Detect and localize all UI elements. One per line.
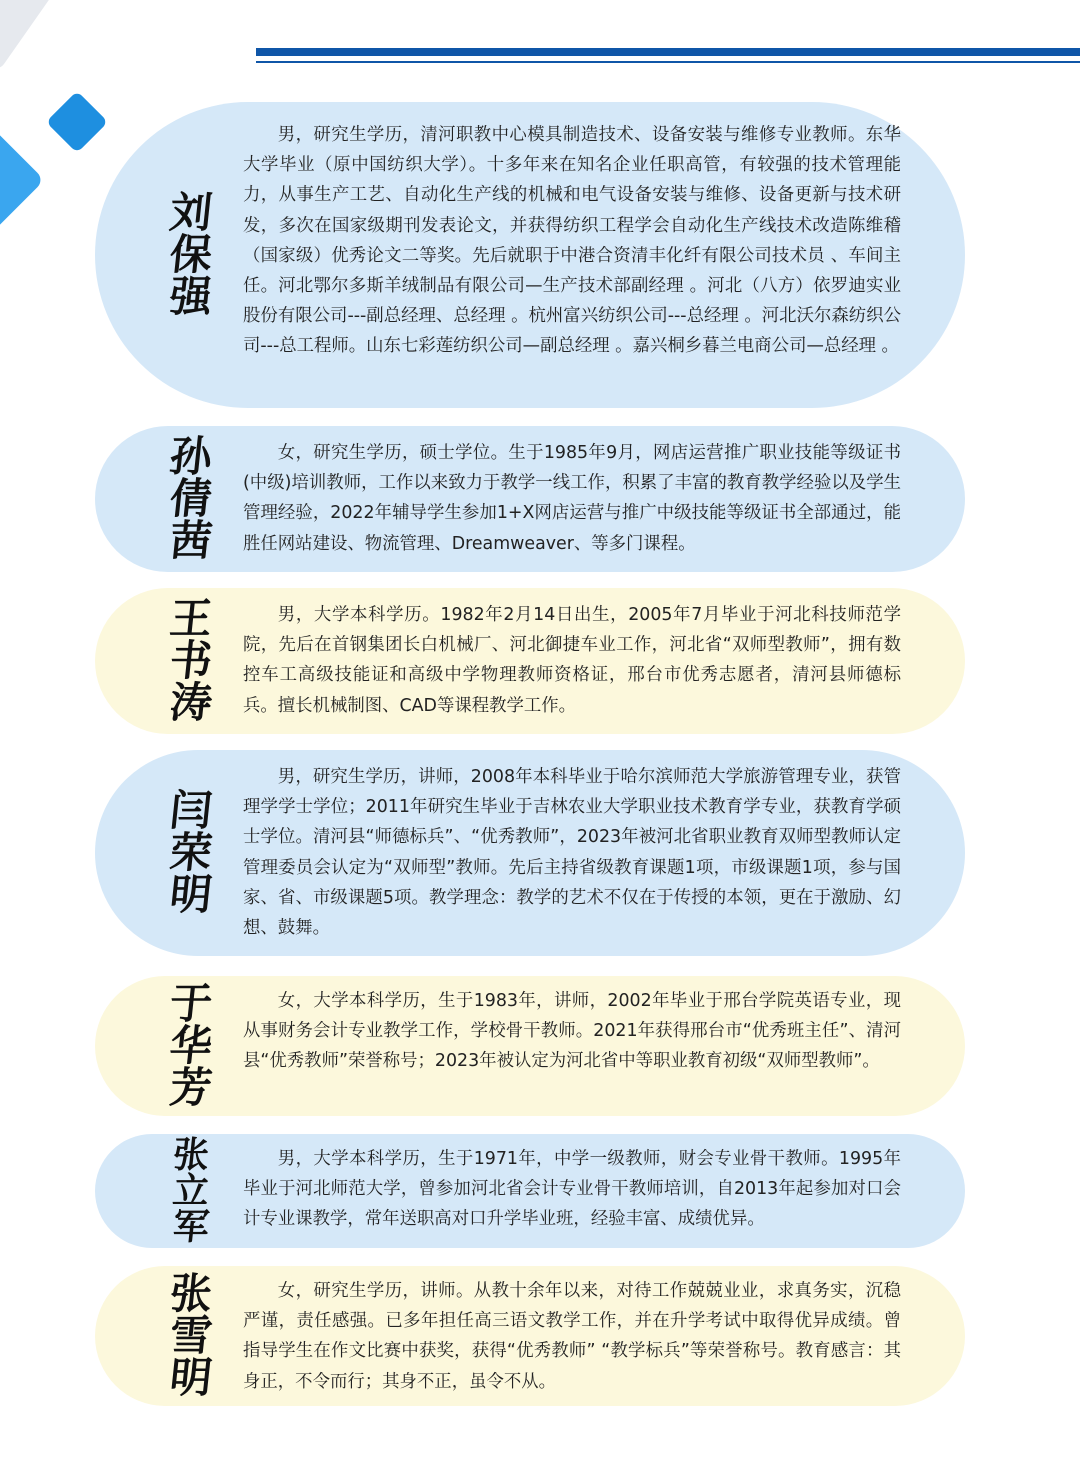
teacher-card-2 bbox=[95, 426, 965, 572]
teacher-card-4 bbox=[95, 750, 965, 956]
teacher-name: 于 华 芳 bbox=[167, 979, 215, 1112]
teacher-card-6 bbox=[95, 1134, 965, 1248]
teacher-bio: 男，研究生学历，讲师，2008年本科毕业于哈尔滨师范大学旅游管理专业，获管理学学士学位；2011年研究生毕业于吉林农业大学职业技术教育学专业，获教育学硕士学位。清河县“师德标兵”、“优秀教师”，2023年被河北省职业教育双师型教师认定管理委员会认定为“双师型”教师。先后主持省级教育课题1项，市级课题1项，参与国家、省、市级课题5项。教学理念：教学的艺术不仅在于传授的本领，更在于激励、幻想、鼓舞。 bbox=[243, 767, 901, 939]
teacher-card-5 bbox=[95, 976, 965, 1116]
header-rule-thin bbox=[256, 61, 1080, 63]
teacher-card-3 bbox=[95, 588, 965, 734]
teacher-name: 张 雪 明 bbox=[167, 1269, 215, 1402]
teacher-bio: 女，研究生学历，讲师。从教十余年以来，对待工作兢兢业业，求真务实，沉稳严谨，责任感强。已多年担任高三语文教学工作，并在升学考试中取得优异成绩。曾指导学生在作文比赛中获奖，获得“优秀教师” “教学标兵”等荣誉称号。教育感言：其身正，不令而行；其身不正，虽令不从。 bbox=[243, 1281, 901, 1392]
blue-diamond-decoration-large bbox=[0, 123, 45, 236]
teacher-card-1 bbox=[95, 102, 965, 408]
teacher-bio: 女，大学本科学历，生于1983年，讲师，2002年毕业于邢台学院英语专业，现从事财务会计专业教学工作，学校骨干教师。2021年获得邢台市“优秀班主任”、清河县“优秀教师”荣誉称号；2023年被认定为河北省中等职业教育初级“双师型教师”。 bbox=[243, 991, 901, 1072]
teacher-name: 张 立 军 bbox=[170, 1134, 212, 1248]
header-rule-thick bbox=[256, 48, 1080, 56]
corner-decoration bbox=[0, 0, 67, 72]
teacher-bio: 男，研究生学历，清河职教中心模具制造技术、设备安装与维修专业教师。东华大学毕业（原中国纺织大学）。十多年来在知名企业任职高管，有较强的技术管理能力，从事生产工艺、自动化生产线的机械和电气设备安装与维修、设备更新与技术研发，多次在国家级期刊发表论文，并获得纺织工程学会自动化生产线技术改造陈维稽（国家级）优秀论文二等奖。先后就职于中港合资清丰化纤有限公司技术员 、车间主任。河北鄂尔多斯羊绒制品有限公司—生产技术部副经理 。河北（八方）依罗迪实业股份有限公司---副总经理、总经理 。杭州富兴纺织公司---总经理 。河北沃尔森纺织公司---总工程师。山东七彩莲纺织公司—副总经理 。嘉兴桐乡暮兰电商公司—总经理 。 bbox=[243, 125, 901, 357]
teacher-name: 孙 倩 茜 bbox=[167, 432, 215, 565]
teacher-bio: 男，大学本科学历，生于1971年，中学一级教师，财会专业骨干教师。1995年毕业于河北师范大学，曾参加河北省会计专业骨干教师培训，自2013年起参加对口会计专业课教学，常年送职高对口升学毕业班，经验丰富、成绩优异。 bbox=[243, 1149, 901, 1230]
blue-diamond-decoration bbox=[46, 91, 108, 153]
teacher-name: 闫 荣 明 bbox=[167, 786, 215, 919]
teacher-name: 王 书 涛 bbox=[167, 594, 215, 727]
teacher-bio: 男，大学本科学历。1982年2月14日出生，2005年7月毕业于河北科技师范学院，先后在首钢集团长白机械厂、河北御捷车业工作，河北省“双师型教师”，拥有数控车工高级技能证和高级中学物理教师资格证，邢台市优秀志愿者，清河县师德标兵。擅长机械制图、CAD等课程教学工作。 bbox=[243, 605, 901, 716]
teacher-name: 刘 保 强 bbox=[167, 188, 215, 321]
teacher-bio: 女，研究生学历，硕士学位。生于1985年9月，网店运营推广职业技能等级证书(中级)培训教师，工作以来致力于教学一线工作，积累了丰富的教育教学经验以及学生管理经验，2022年辅导学生参加1+X网店运营与推广中级技能等级证书全部通过，能胜任网站建设、物流管理、Dreamweaver、等多门课程。 bbox=[243, 443, 901, 554]
teacher-card-7 bbox=[95, 1266, 965, 1406]
